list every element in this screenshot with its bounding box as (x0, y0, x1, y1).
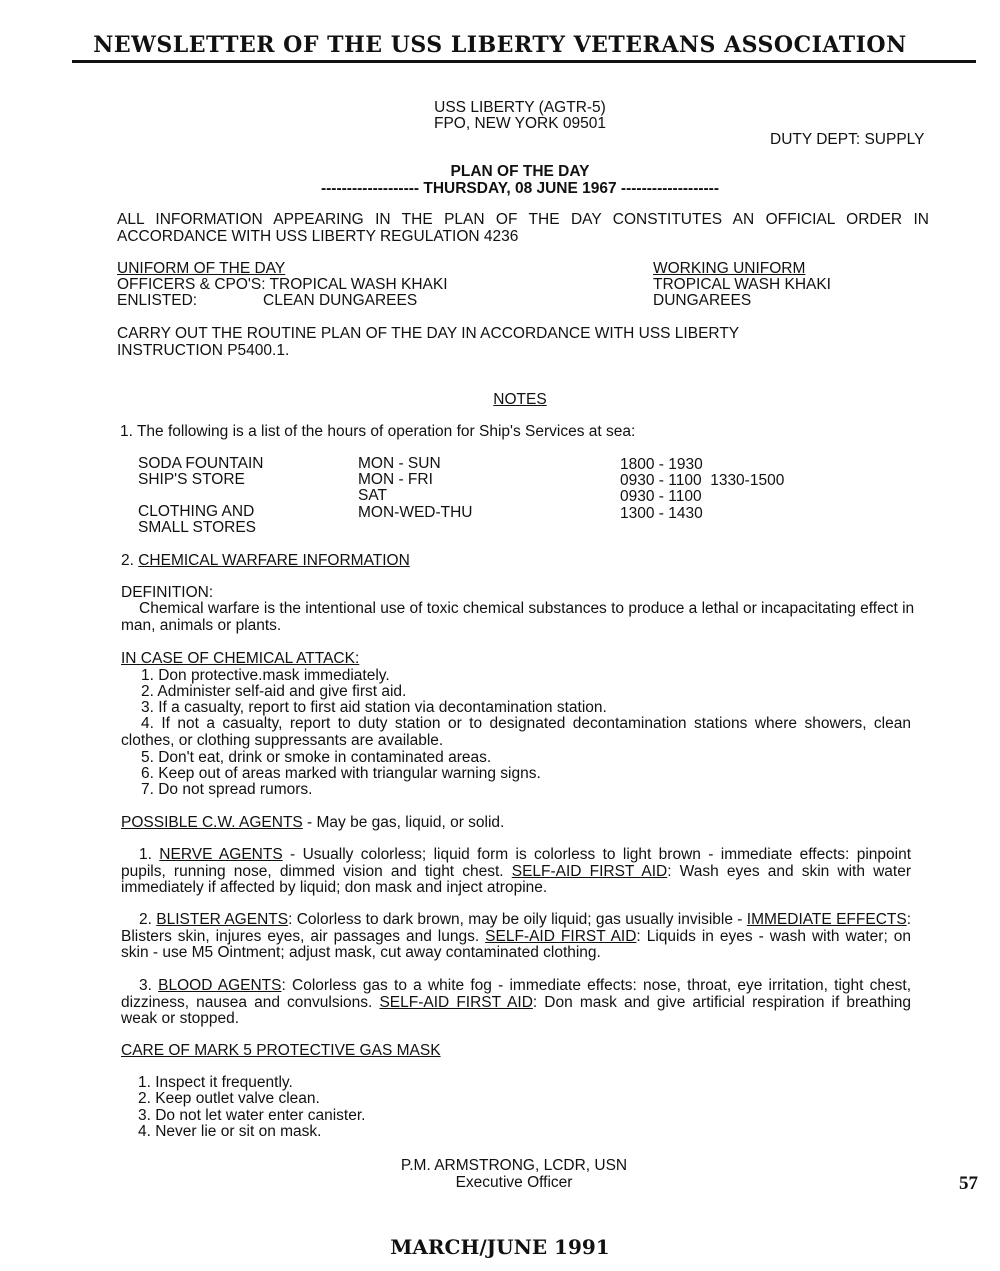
signature-name: P.M. ARMSTRONG, LCDR, USN (400, 1157, 628, 1174)
blood-number: 3. (139, 977, 159, 994)
uniform-officers: OFFICERS & CPO'S: TROPICAL WASH KHAKI (117, 276, 448, 293)
attack-step: 1. Don protective.mask immediately. (141, 667, 390, 684)
blister-self-aid-text: : Liquids in eyes - wash with water; on skin - use M5 Ointment; adjust mask, cut away contaminated clothing. (121, 927, 911, 961)
agents-line (121, 815, 504, 832)
agents-heading: POSSIBLE C.W. AGENTS (121, 814, 303, 831)
service-days: SAT (358, 487, 387, 504)
routine-instruction: CARRY OUT THE ROUTINE PLAN OF THE DAY IN ACCORDANCE WITH USS LIBERTY INSTRUCTION P5400.1. (117, 325, 739, 359)
mask-step: 3. Do not let water enter canister. (138, 1107, 366, 1124)
signature-title: Executive Officer (455, 1174, 573, 1191)
chem-number: 2. (121, 552, 139, 569)
plan-date: ------------------- THURSDAY, 08 JUNE 1967 ------------------- (320, 180, 720, 197)
service-hours: 1800 - 1930 (620, 456, 703, 473)
nerve-agents-text: - Usually colorless; liquid form is colorless to light brown - immediate effects: pinpoint pupils, running nose, dimmed vision and tight chest. (121, 846, 911, 880)
blister-number: 2. (139, 911, 157, 928)
ship-name: USS LIBERTY (AGTR-5) (434, 99, 606, 116)
blood-agents-text: : Colorless gas to a white fog - immediate effects: nose, throat, eye irritation, tight chest, dizziness, nausea and convulsions. (121, 977, 912, 1011)
chem-heading: CHEMICAL WARFARE INFORMATION (138, 552, 410, 569)
blood-self-aid-label: SELF-AID FIRST AID (379, 993, 533, 1011)
notes-item-1: 1. The following is a list of the hours of operation for Ship's Services at sea: (120, 423, 636, 440)
attack-step: 5. Don't eat, drink or smoke in contaminated areas. (141, 749, 492, 766)
masthead-rule (72, 60, 976, 63)
blister-agents-paragraph (121, 912, 911, 962)
blister-effects-text: : Blisters skin, injures eyes, air passages and lungs. (121, 911, 912, 945)
blood-agents-label: BLOOD AGENTS (158, 977, 282, 994)
nerve-agents-label: NERVE AGENTS (159, 846, 283, 863)
mask-step: 2. Keep outlet valve clean. (138, 1090, 320, 1107)
attack-heading: IN CASE OF CHEMICAL ATTACK: (121, 650, 360, 667)
agents-intro: - May be gas, liquid, or solid. (302, 814, 505, 831)
service-days: MON - SUN (358, 455, 441, 472)
chem-heading-line (121, 553, 410, 570)
uniform-enlisted-value: CLEAN DUNGAREES (263, 292, 418, 309)
mask-step: 1. Inspect it frequently. (138, 1074, 293, 1091)
definition-text: Chemical warfare is the intentional use of toxic chemical substances to produce a lethal or incapacitating effect in man, animals or plants. (121, 600, 915, 634)
plan-title: PLAN OF THE DAY (450, 163, 590, 180)
notes-heading: NOTES (493, 391, 547, 408)
attack-step: 4. If not a casualty, report to duty station or to designated decontamination stations where showers, clean clothes, or clothing suppressants are available. (121, 715, 911, 749)
service-name: SHIP'S STORE (138, 471, 245, 488)
nerve-agents-paragraph (121, 847, 911, 897)
service-name: SMALL STORES (138, 519, 257, 536)
definition-label: DEFINITION: (121, 584, 214, 601)
newsletter-masthead: NEWSLETTER OF THE USS LIBERTY VETERANS ASSOCIATION (93, 32, 907, 58)
service-days: MON - FRI (358, 471, 433, 488)
nerve-self-aid-label: SELF-AID FIRST AID (511, 862, 668, 880)
nerve-self-aid-text: : Wash eyes and skin with water immediately if affected by liquid; don mask and inject atropine. (121, 862, 911, 896)
ship-address: FPO, NEW YORK 09501 (434, 115, 606, 132)
uniform-heading: UNIFORM OF THE DAY (117, 260, 286, 277)
official-order-text: ALL INFORMATION APPEARING IN THE PLAN OF THE DAY CONSTITUTES AN OFFICIAL ORDER IN ACCORDANCE WITH USS LIBERTY REGULATION 4236 (117, 211, 929, 245)
attack-step: 2. Administer self-aid and give first aid. (141, 683, 407, 700)
service-hours: 0930 - 1100 (620, 488, 702, 505)
working-uniform-line2: DUNGAREES (653, 292, 752, 309)
blood-self-aid-text: : Don mask and give artificial respiration if breathing weak or stopped. (121, 993, 912, 1027)
service-name: SODA FOUNTAIN (138, 455, 264, 472)
blood-agents-paragraph (121, 978, 911, 1028)
service-days: MON-WED-THU (358, 504, 473, 521)
nerve-number: 1. (139, 846, 160, 863)
service-hours: 0930 - 1100 1330-1500 (620, 472, 785, 489)
page-number: 57 (959, 1173, 978, 1194)
service-name: CLOTHING AND (138, 503, 255, 520)
uniform-enlisted-label: ENLISTED: (117, 292, 198, 309)
attack-step: 7. Do not spread rumors. (141, 781, 313, 798)
service-hours: 1300 - 1430 (620, 505, 703, 522)
mask-care-heading: CARE OF MARK 5 PROTECTIVE GAS MASK (121, 1042, 441, 1059)
blister-agents-text: : Colorless to dark brown, may be oily liquid; gas usually invisible - (288, 911, 747, 928)
working-uniform-heading: WORKING UNIFORM (653, 260, 806, 277)
mask-step: 4. Never lie or sit on mask. (138, 1123, 322, 1140)
blister-self-aid-label: SELF-AID FIRST AID (485, 927, 637, 945)
working-uniform-line1: TROPICAL WASH KHAKI (653, 276, 831, 293)
attack-step: 6. Keep out of areas marked with triangular warning signs. (141, 765, 541, 782)
blister-agents-label: BLISTER AGENTS (156, 911, 289, 928)
duty-dept: DUTY DEPT: SUPPLY (770, 131, 925, 148)
attack-step: 3. If a casualty, report to first aid station via decontamination station. (141, 699, 607, 716)
blister-effects-label: IMMEDIATE EFFECTS (746, 911, 907, 928)
issue-date: MARCH/JUNE 1991 (390, 1235, 610, 1259)
